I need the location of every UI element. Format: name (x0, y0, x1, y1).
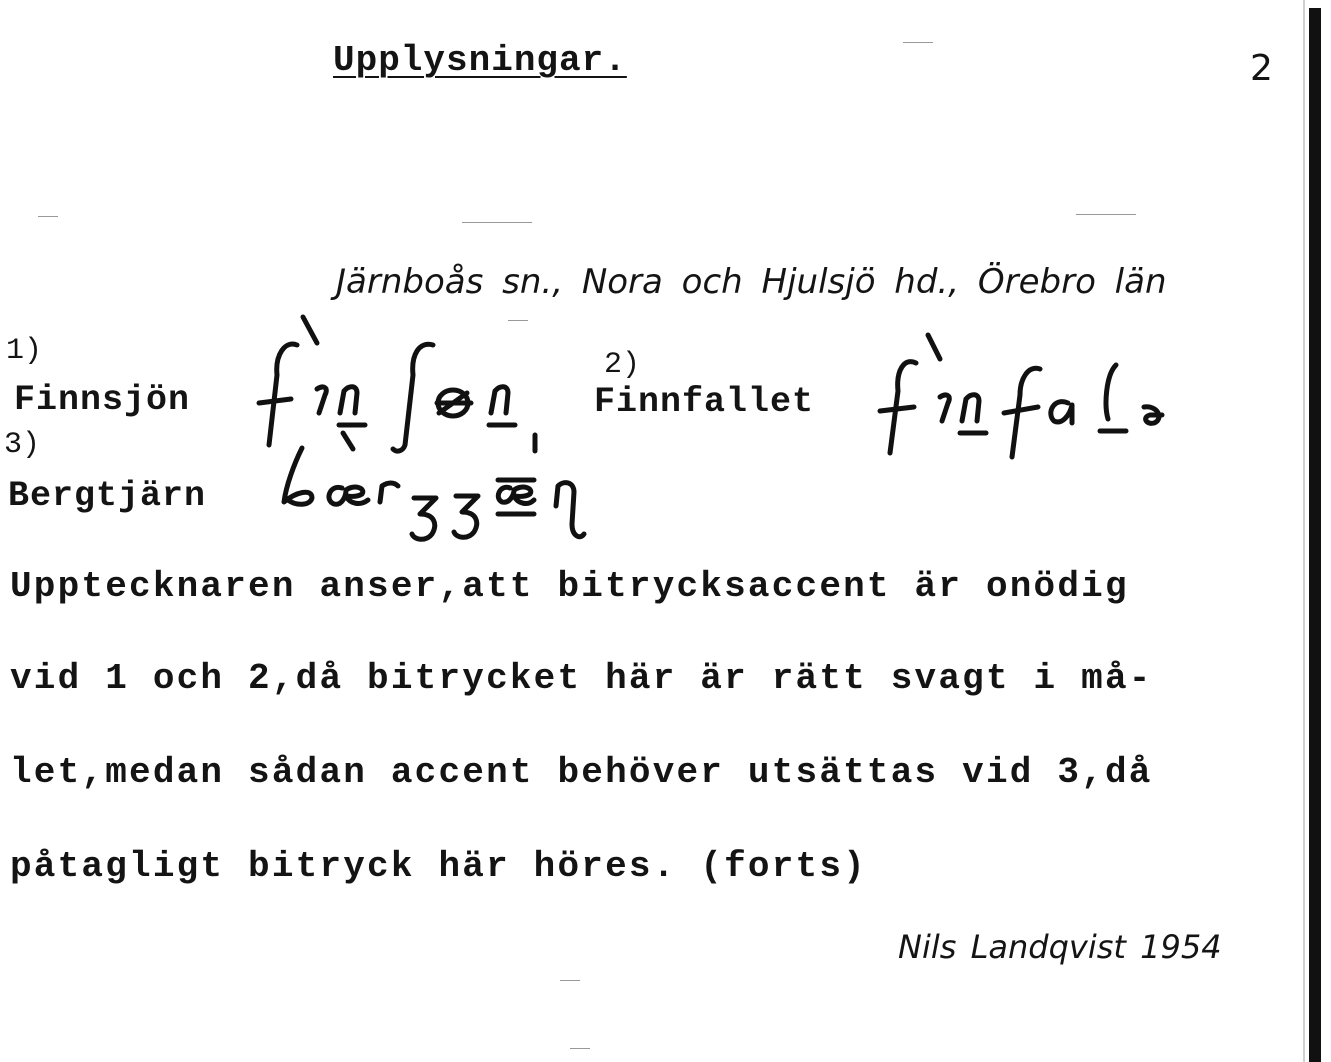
entry-word: Finnsjön (14, 380, 191, 420)
scan-speck (570, 1048, 590, 1049)
handwritten-transcription-3 (272, 440, 612, 550)
entry-number: 2) (604, 348, 641, 382)
body-text-line: let,medan sådan accent behöver utsättas vid 3,då (10, 752, 1153, 793)
card-edge-shadow (1309, 8, 1321, 1062)
body-text-line: Upptecknaren anser,att bitrycksaccent är onödig (10, 566, 1129, 607)
scan-speck (38, 216, 58, 217)
entry-word: Finnfallet (594, 382, 815, 422)
handwritten-transcription-1 (245, 315, 545, 455)
location-stamp: Järnboås sn., Nora och Hjulsjö hd., Örebro län (336, 262, 1167, 302)
handwritten-transcription-2 (870, 335, 1190, 465)
entry-number: 3) (4, 428, 41, 462)
entry-number: 1) (6, 334, 43, 368)
scan-speck (1076, 214, 1136, 215)
entry-word: Bergtjärn (8, 476, 207, 516)
page-number: 2 (1250, 48, 1274, 89)
body-text-line: påtagligt bitryck här höres. (forts) (10, 846, 867, 887)
body-text-line: vid 1 och 2,då bitrycket här är rätt svagt i må- (10, 658, 1153, 699)
scan-speck (462, 222, 532, 223)
page-title: Upplysningar. (333, 40, 627, 81)
card-edge-line (1303, 0, 1305, 1062)
scan-speck (903, 42, 933, 43)
scan-speck (560, 980, 580, 981)
signature-stamp: Nils Landqvist 1954 (898, 928, 1222, 966)
